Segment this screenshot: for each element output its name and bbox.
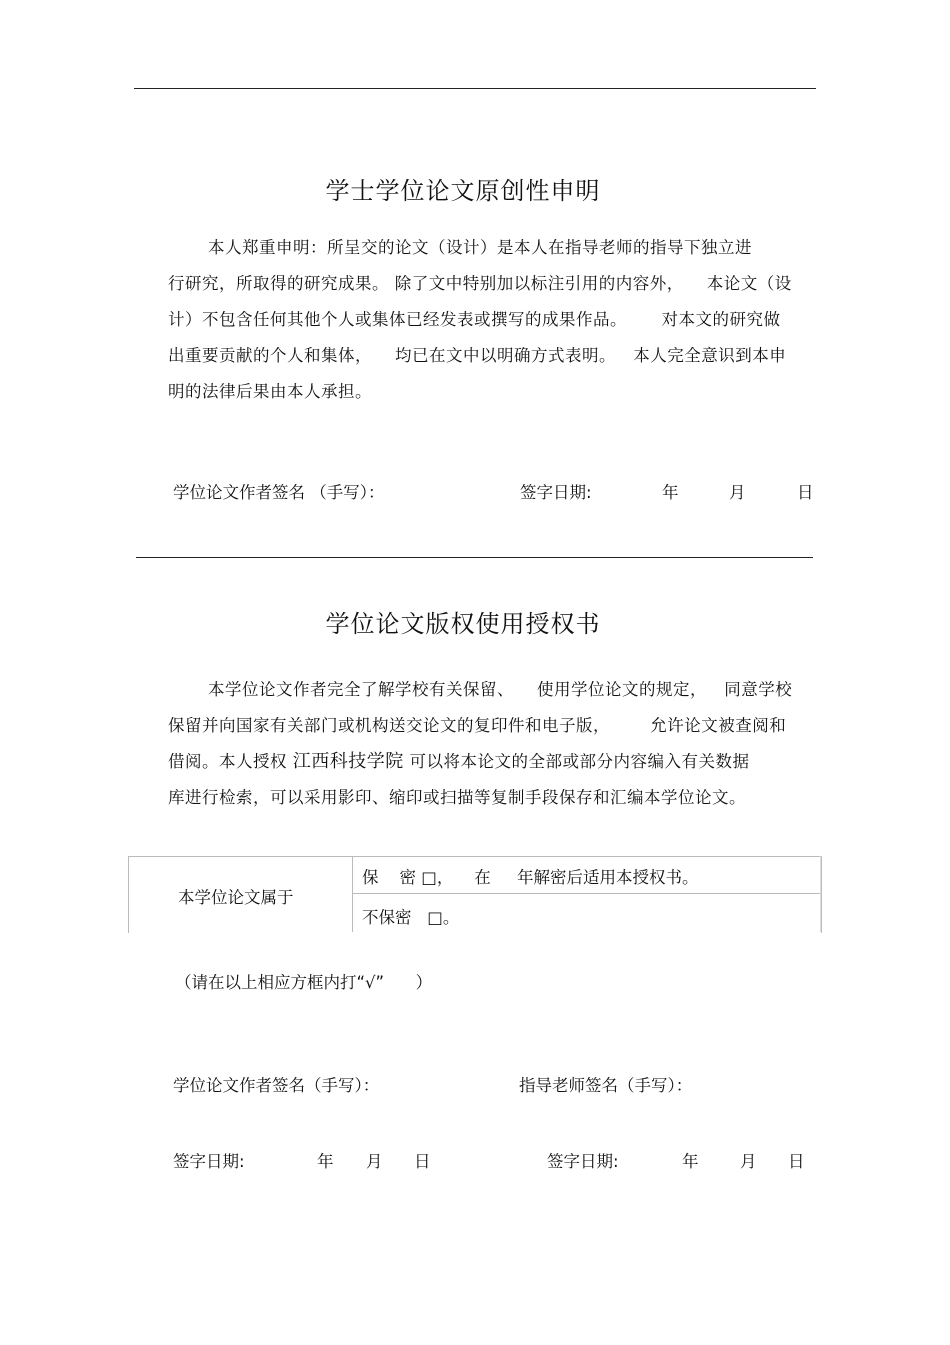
section-divider (136, 557, 813, 558)
declaration-year: 年 (662, 483, 679, 502)
option-not-secret[interactable]: 不保密 □。 (362, 908, 460, 927)
declaration-date-label: 签字日期: (520, 483, 592, 502)
advisor-date-month: 月 (740, 1152, 757, 1171)
declaration-day: 日 (797, 483, 814, 502)
advisor-date-year: 年 (682, 1152, 699, 1171)
authorization-line: 本学位论文作者完全了解学校有关保留、 使用学位论文的规定， 同意学校 (208, 680, 793, 699)
table-row-label: 本学位论文属于 (178, 888, 294, 907)
declaration-line: 本人郑重申明：所呈交的论文（设计）是本人在指导老师的指导下独立进 (208, 238, 752, 257)
school-name: 江西科技学院 (292, 751, 404, 772)
declaration-paragraph (168, 230, 818, 410)
declaration-line: 计）不包含任何其他个人或集体已经发表或撰写的成果作品。 对本文的研究做 (168, 310, 781, 329)
authorization-line: 保留并向国家有关部门或机构送交论文的复印件和电子版， 允许论文被查阅和 (168, 716, 787, 735)
declaration-signature-label: 学位论文作者签名 （手写）： (173, 483, 385, 502)
advisor-date-day: 日 (788, 1152, 805, 1171)
author-date-label: 签字日期: (173, 1152, 245, 1171)
declaration-line: 出重要贡献的个人和集体， 均已在文中以明确方式表明。 本人完全意识到本申 (168, 346, 787, 365)
advisor-signature-label: 指导老师签名（手写）： (519, 1076, 693, 1095)
advisor-date-label: 签字日期: (547, 1152, 619, 1171)
authorization-line3-prefix: 借阅。本人授权 (168, 752, 293, 771)
declaration-line: 明的法律后果由本人承担。 (168, 382, 372, 401)
author-date-year: 年 (317, 1152, 334, 1171)
declaration-month: 月 (729, 483, 746, 502)
author-signature-label: 学位论文作者签名（手写）： (173, 1076, 380, 1095)
declaration-line: 行研究，所取得的研究成果。 除了文中特别加以标注引用的内容外， 本论文（设 (168, 274, 792, 293)
checkbox-instruction-note: （请在以上相应方框内打“√” ） (175, 973, 433, 992)
authorization-line: 库进行检索，可以采用影印、缩印或扫描等复制手段保存和汇编本学位论文。 (168, 788, 746, 807)
authorization-line (168, 744, 818, 780)
option-secret[interactable]: 保 密 □， 在 年解密后适用本授权书。 (362, 868, 699, 887)
authorization-title: 学位论文版权使用授权书 (325, 610, 601, 638)
authorization-paragraph (168, 672, 818, 816)
author-date-month: 月 (366, 1152, 383, 1171)
table-row-divider (352, 893, 820, 894)
table-column-divider (352, 856, 353, 932)
top-divider (134, 88, 816, 89)
authorization-line3-suffix: 可以将本论文的全部或部分内容编入有关数据 (403, 752, 750, 771)
author-date-day: 日 (414, 1152, 431, 1171)
declaration-title: 学士学位论文原创性申明 (325, 177, 601, 205)
table-right-edge (820, 856, 821, 932)
